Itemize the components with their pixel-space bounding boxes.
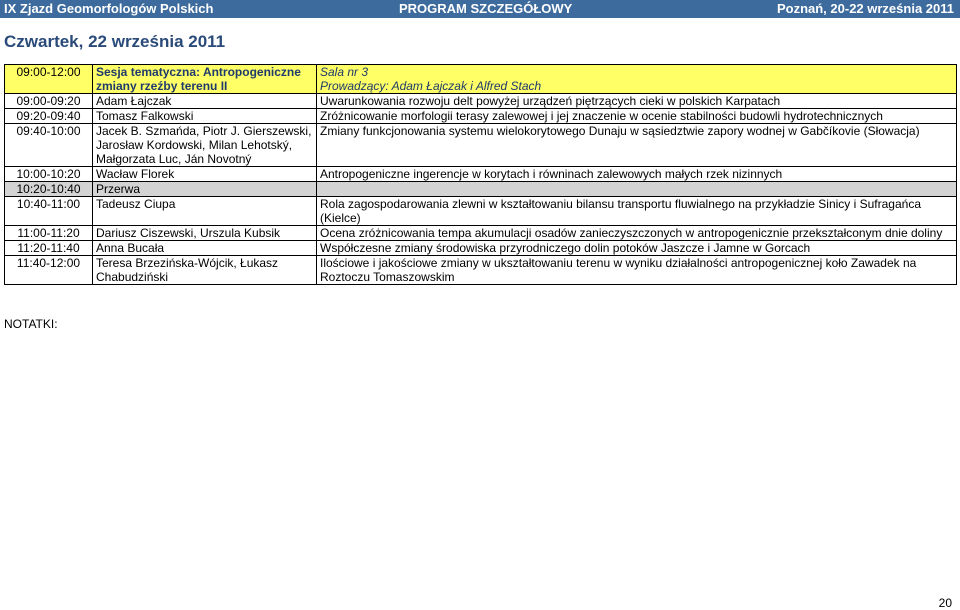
row-time: 10:40-11:00 bbox=[5, 197, 93, 226]
row-time: 11:20-11:40 bbox=[5, 241, 93, 256]
page-header bbox=[0, 0, 960, 18]
row-time: 09:00-09:20 bbox=[5, 94, 93, 109]
row-time: 10:20-10:40 bbox=[5, 182, 93, 197]
row-time: 10:00-10:20 bbox=[5, 167, 93, 182]
row-authors: Jacek B. Szmańda, Piotr J. Gierszewski, Jarosław Kordowski, Milan Lehotský, Małgorzata Luc, Ján Novotný bbox=[93, 124, 317, 167]
row-time: 11:40-12:00 bbox=[5, 256, 93, 285]
notes-label: NOTATKI: bbox=[4, 317, 58, 331]
row-time: 09:20-09:40 bbox=[5, 109, 93, 124]
schedule-row bbox=[5, 241, 957, 256]
row-authors: Tomasz Falkowski bbox=[93, 109, 317, 124]
schedule-row bbox=[5, 109, 957, 124]
row-authors: Wacław Florek bbox=[93, 167, 317, 182]
schedule-row bbox=[5, 124, 957, 167]
conference-dates: Poznań, 20-22 września 2011 bbox=[776, 1, 954, 16]
schedule-row bbox=[5, 226, 957, 241]
page-number: 20 bbox=[938, 596, 952, 610]
row-title: Zmiany funkcjonowania systemu wielokorytowego Dunaju w sąsiedztwie zapory wodnej w Gabčíkovie (Słowacja) bbox=[317, 124, 957, 167]
row-authors: Teresa Brzezińska-Wójcik, Łukasz Chabudziński bbox=[93, 256, 317, 285]
row-authors: Anna Bucała bbox=[93, 241, 317, 256]
row-authors: Tadeusz Ciupa bbox=[93, 197, 317, 226]
row-title: Współczesne zmiany środowiska przyrodniczego dolin potoków Jaszcze i Jamne w Gorcach bbox=[317, 241, 957, 256]
row-authors: Dariusz Ciszewski, Urszula Kubsik bbox=[93, 226, 317, 241]
row-authors: Adam Łajczak bbox=[93, 94, 317, 109]
conference-name: IX Zjazd Geomorfologów Polskich bbox=[4, 1, 214, 16]
schedule-table bbox=[4, 64, 957, 285]
session-title-text: Sesja tematyczna: Antropogeniczne zmiany rzeźby terenu II bbox=[96, 65, 301, 93]
session-row bbox=[5, 65, 957, 94]
row-title: Ilościowe i jakościowe zmiany w ukształtowaniu terenu w wyniku działalności antropogenicznej koło Zawadek na Roztoczu Tomaszowskim bbox=[317, 256, 957, 285]
schedule-row bbox=[5, 256, 957, 285]
row-title bbox=[317, 182, 957, 197]
row-title: Ocena zróżnicowania tempa akumulacji osadów zanieczyszczonych w antropogenicznie przekształconym dnie doliny bbox=[317, 226, 957, 241]
schedule-row bbox=[5, 167, 957, 182]
break-label: Przerwa bbox=[93, 182, 317, 197]
row-title: Rola zagospodarowania zlewni w kształtowaniu bilansu transportu fluwialnego na przykładzie Sinicy i Sufragańca (Kielce) bbox=[317, 197, 957, 226]
session-time: 09:00-12:00 bbox=[5, 65, 93, 94]
schedule-row bbox=[5, 94, 957, 109]
session-room: Sala nr 3 bbox=[320, 65, 369, 79]
program-title: PROGRAM SZCZEGÓŁOWY bbox=[399, 1, 573, 16]
row-title: Uwarunkowania rozwoju delt powyżej urządzeń piętrzących cieki w polskich Karpatach bbox=[317, 94, 957, 109]
row-title: Antropogeniczne ingerencje w korytach i równinach zalewowych małych rzek nizinnych bbox=[317, 167, 957, 182]
row-title: Zróżnicowanie morfologii terasy zalewowej i jej znaczenie w ocenie stabilności budowli hydrotechnicznych bbox=[317, 109, 957, 124]
session-title bbox=[93, 65, 317, 94]
break-row bbox=[5, 182, 957, 197]
session-info bbox=[317, 65, 957, 94]
row-time: 11:00-11:20 bbox=[5, 226, 93, 241]
row-time: 09:40-10:00 bbox=[5, 124, 93, 167]
session-chairs: Prowadzący: Adam Łajczak i Alfred Stach bbox=[320, 79, 542, 93]
schedule-row bbox=[5, 197, 957, 226]
day-title: Czwartek, 22 września 2011 bbox=[4, 32, 226, 51]
